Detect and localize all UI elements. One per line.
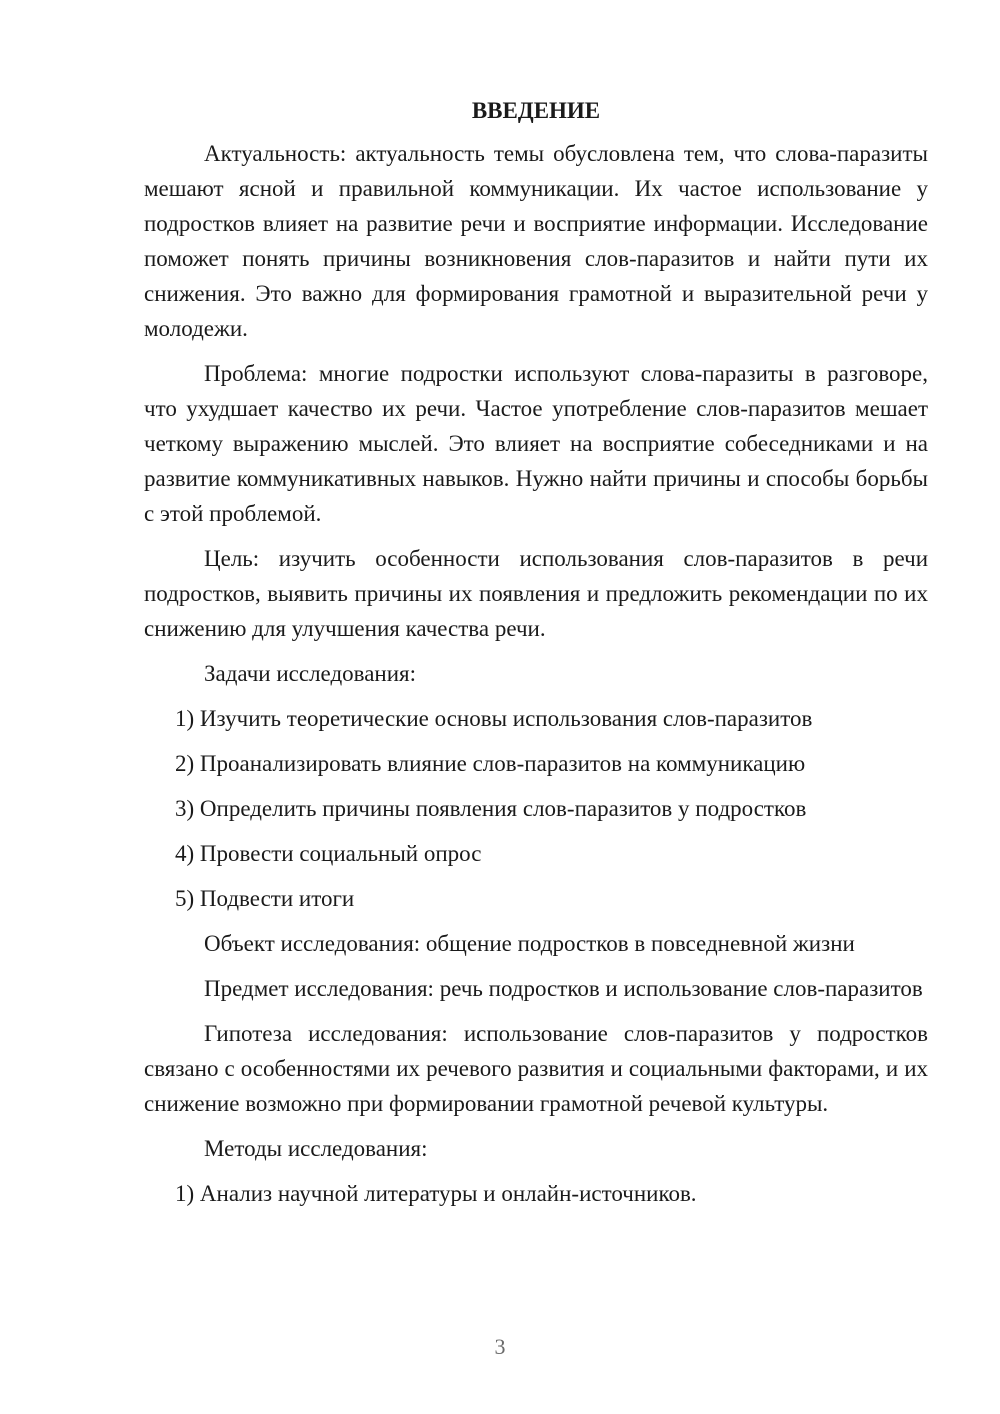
- section-title: ВВЕДЕНИЕ: [471, 98, 601, 123]
- methods-heading: Методы исследования:: [204, 1136, 428, 1161]
- object-paragraph: Объект исследования: общение подростков в повседневной жизни: [204, 931, 855, 956]
- task-item: 5) Подвести итоги: [175, 886, 355, 911]
- task-item: 2) Проанализировать влияние слов-паразитов на коммуникацию: [175, 751, 806, 776]
- goal-paragraph: Цель: изучить особенности использования слов-паразитов в речи подростков, выявить причины их появления и предложить рекомендации по их снижению для улучшения качества речи.: [144, 546, 928, 641]
- page-number: 3: [494, 1334, 506, 1359]
- tasks-heading: Задачи исследования:: [204, 661, 417, 686]
- page-content: [144, 96, 928, 1221]
- task-item: 4) Провести социальный опрос: [175, 841, 482, 866]
- problem-paragraph: Проблема: многие подростки используют слова-паразиты в разговоре, что ухудшает качество их речи. Частое употребление слов-паразитов мешает четкому выражению мыслей. Это влияет на восприятие собеседниками и на развитие коммуникативных навыков. Нужно найти причины и способы борьбы с этой проблемой.: [144, 361, 928, 526]
- method-item: 1) Анализ научной литературы и онлайн-источников.: [175, 1181, 697, 1206]
- task-item: 3) Определить причины появления слов-паразитов у подростков: [175, 796, 807, 821]
- hypothesis-paragraph: Гипотеза исследования: использование слов-паразитов у подростков связано с особенностями их речевого развития и социальными факторами, и их снижение возможно при формировании грамотной речевой культуры.: [144, 1021, 928, 1116]
- subject-paragraph: Предмет исследования: речь подростков и использование слов-паразитов: [204, 976, 923, 1001]
- task-item: 1) Изучить теоретические основы использования слов-паразитов: [175, 706, 813, 731]
- relevance-paragraph: Актуальность: актуальность темы обусловлена тем, что слова-паразиты мешают ясной и правильной коммуникации. Их частое использование у подростков влияет на развитие речи и восприятие информации. Исследование поможет понять причины возникновения слов-паразитов и найти пути их снижения. Это важно для формирования грамотной и выразительной речи у молодежи.: [144, 141, 928, 341]
